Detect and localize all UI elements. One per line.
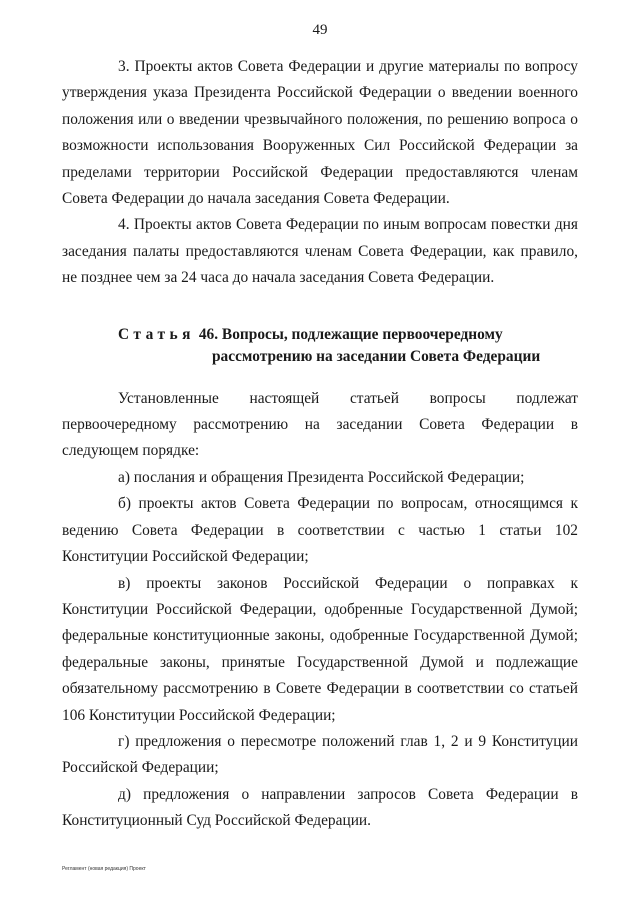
paragraph-3: 3. Проекты актов Совета Федерации и другие материалы по вопросу утверждения указа Президента Российской Федерации о введении военного положения или о введении чрезвычайного положения, по решению вопроса о возможности использования Вооруженных Сил Российской Федерации за пределами территории Российской Федерации предоставляются членам Совета Федерации до начала заседания Совета Федерации. — [62, 58, 578, 208]
list-item-v: в) проекты законов Российской Федерации о поправках к Конституции Российской Федерации, одобренные Государственной Думой; федеральные конституционные законы, одобренные Государственной Думой; федеральные законы, принятые Государственной Думой и подлежащие обязательному рассмотрению в Совете Федерации в соответствии со статьей 106 Конституции Российской Федерации; — [62, 574, 578, 724]
footer-note: Регламент (новая редакция) Проект — [62, 866, 146, 872]
article-heading — [62, 324, 578, 368]
paragraph-4: 4. Проекты актов Совета Федерации по иным вопросам повестки дня заседания палаты предоставляются членам Совета Федерации, как правило, не позднее чем за 24 часа до начала заседания Совета Федерации. — [62, 216, 578, 287]
list-item-g: г) предложения о пересмотре положений глав 1, 2 и 9 Конституции Российской Федерации; — [62, 732, 578, 777]
article-heading-line1 — [62, 324, 578, 346]
article-label: Статья — [118, 325, 195, 343]
list-item-b: б) проекты актов Совета Федерации по вопросам, относящимся к ведению Совета Федерации в соответствии с частью 1 статьи 102 Конституции Российской Федерации; — [62, 495, 578, 566]
article-title-line2: рассмотрению на заседании Совета Федерации — [212, 347, 541, 365]
article-intro-paragraph: Установленные настоящей статьей вопросы подлежат первоочередному рассмотрению на заседании Совета Федерации в следующем порядке: — [62, 389, 578, 460]
document-body — [62, 54, 578, 835]
list-item-a: а) послания и обращения Президента Российской Федерации; — [118, 468, 525, 486]
article-title-line1: 46. Вопросы, подлежащие первоочередному — [198, 325, 503, 343]
list-item-d: д) предложения о направлении запросов Совета Федерации в Конституционный Суд Российской Федерации. — [62, 785, 578, 830]
page-number: 49 — [312, 22, 328, 38]
